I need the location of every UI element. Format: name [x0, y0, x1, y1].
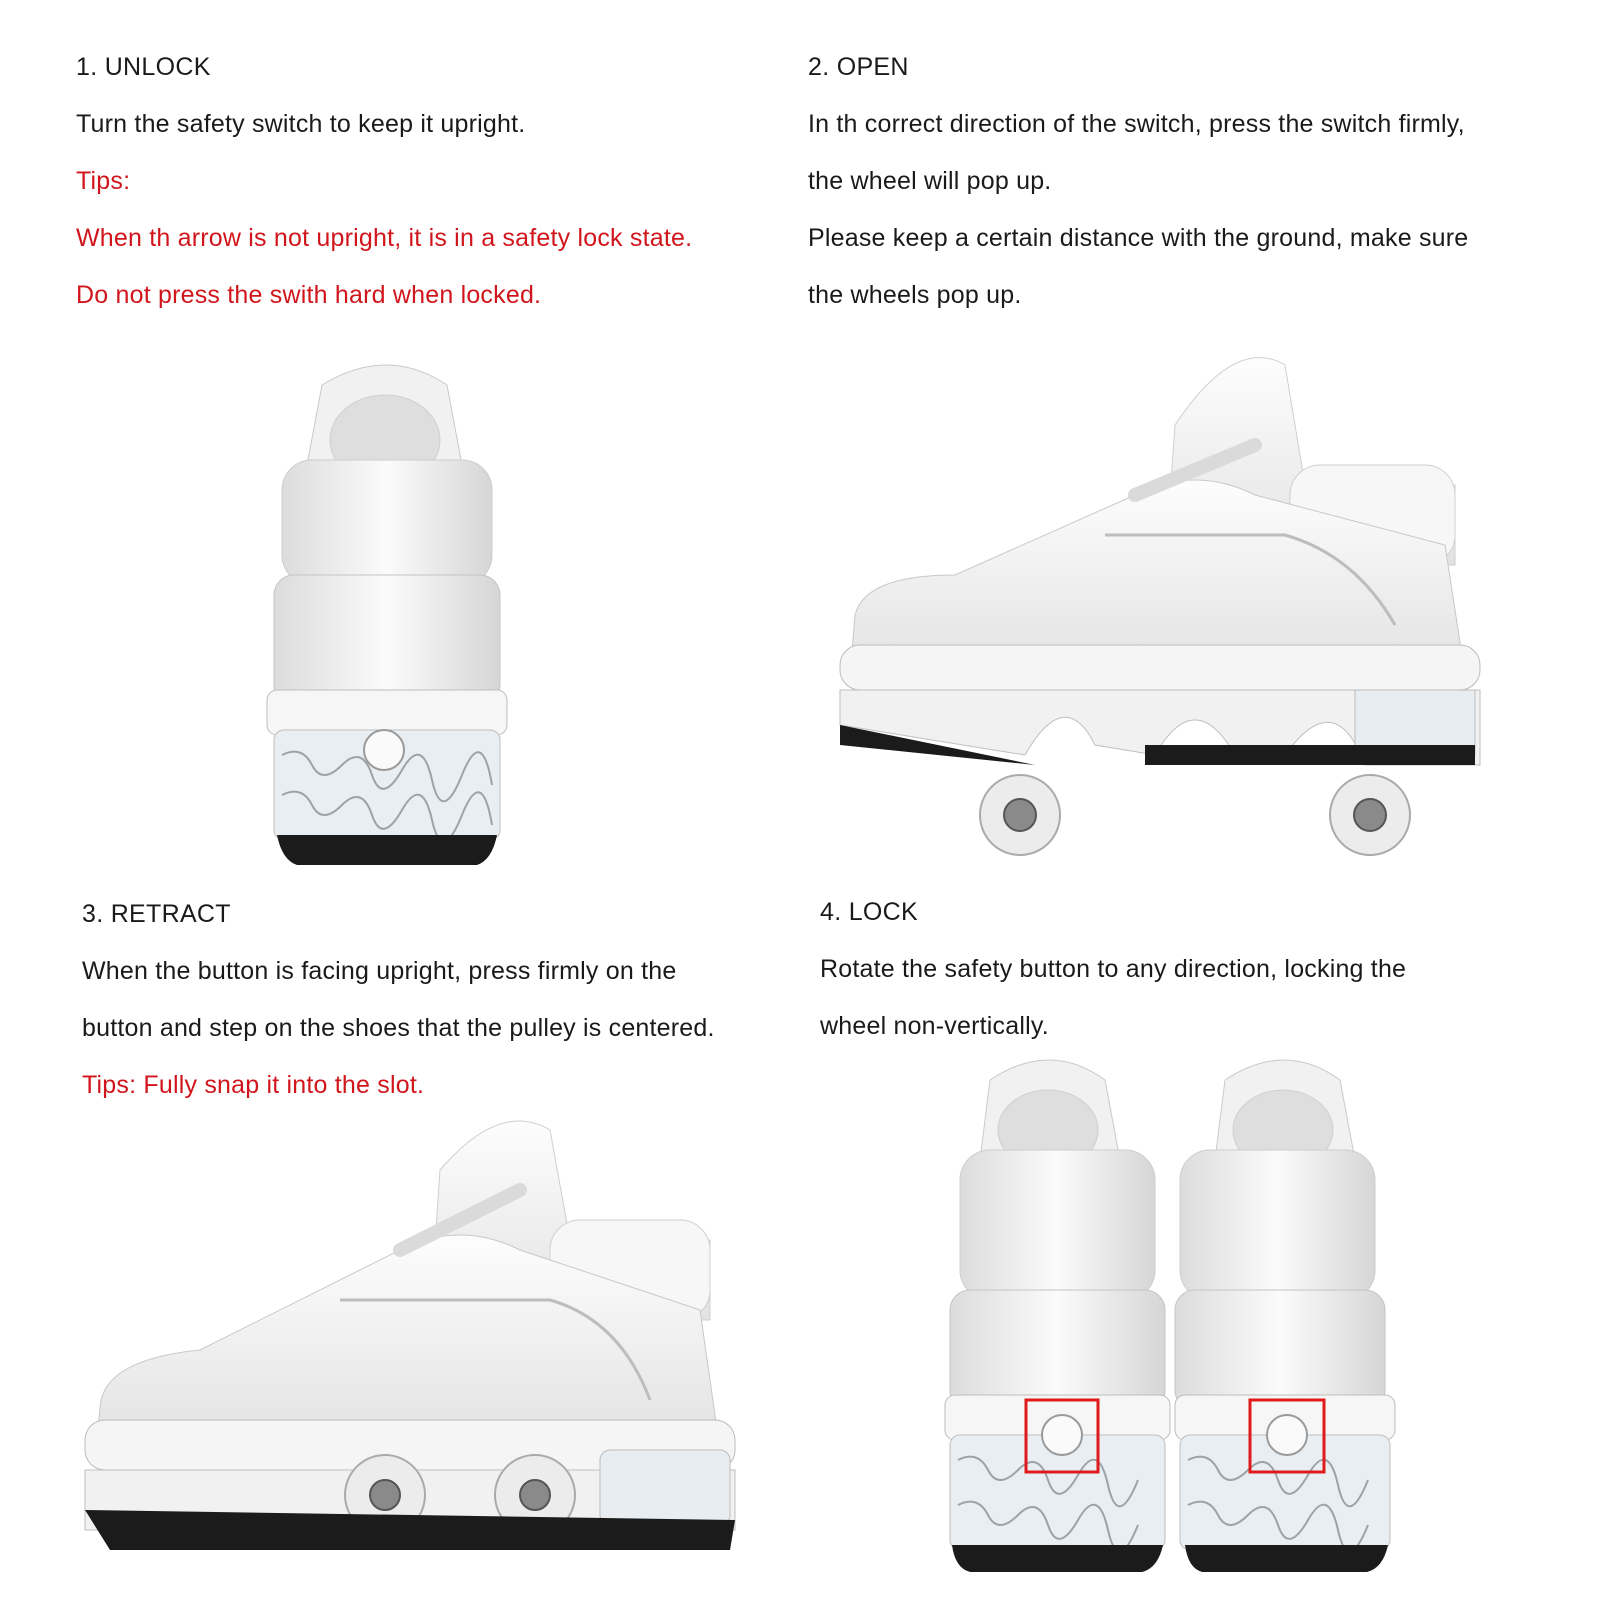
step-2-text-line: the wheels pop up.	[808, 281, 1022, 309]
step-1-text: Turn the safety switch to keep it upright.	[76, 110, 526, 138]
step-4-title: 4. LOCK	[820, 898, 918, 926]
step-3-text-line: When the button is facing upright, press firmly on the	[82, 957, 677, 985]
step-4-text-line: Rotate the safety button to any direction, locking the	[820, 955, 1407, 983]
shoe-side-wheels-out-image	[835, 345, 1505, 860]
step-2-text-line: In th correct direction of the switch, press the switch firmly,	[808, 110, 1465, 138]
step-1-tip-line: Do not press the swith hard when locked.	[76, 281, 542, 309]
step-2-text-line: the wheel will pop up.	[808, 167, 1052, 195]
step-4-lock	[820, 900, 1406, 1039]
step-2-open	[808, 55, 1468, 308]
shoe-side-wheels-retracted-image	[80, 1110, 760, 1555]
step-1-unlock	[76, 55, 692, 308]
shoe-back-view-image	[262, 355, 512, 870]
step-2-title: 2. OPEN	[808, 53, 909, 81]
step-3-text-line: button and step on the shoes that the pulley is centered.	[82, 1014, 715, 1042]
step-2-text-line: Please keep a certain distance with the ground, make sure	[808, 224, 1469, 252]
step-3-tip: Tips: Fully snap it into the slot.	[82, 1071, 425, 1099]
step-1-title: 1. UNLOCK	[76, 53, 211, 81]
step-3-title: 3. RETRACT	[82, 900, 231, 928]
step-1-tip-line: When th arrow is not upright, it is in a safety lock state.	[76, 224, 693, 252]
step-4-text-line: wheel non-vertically.	[820, 1012, 1049, 1040]
step-3-retract	[82, 902, 715, 1098]
shoes-pair-back-view-image	[930, 1050, 1400, 1590]
step-1-tips-label: Tips:	[76, 167, 131, 195]
